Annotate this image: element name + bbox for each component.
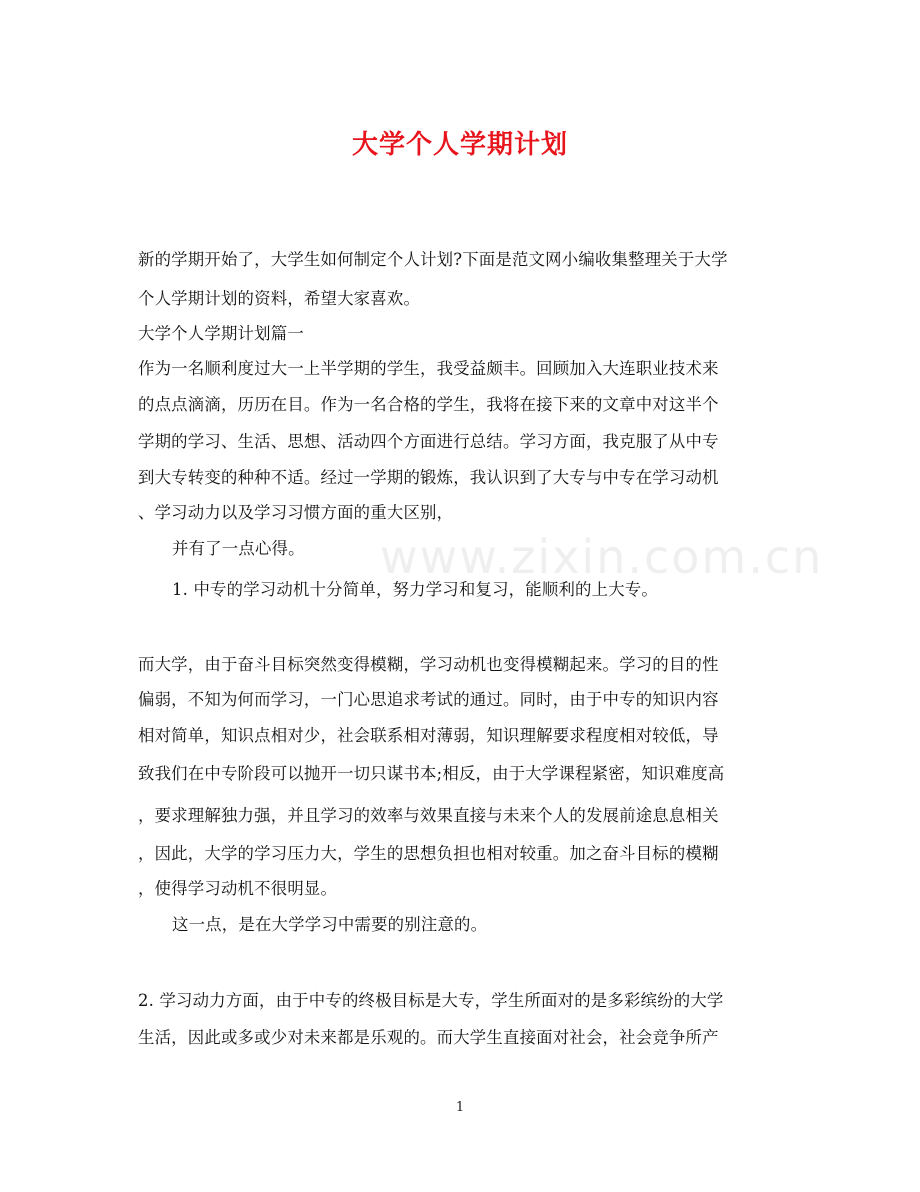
- paragraph-line: 新的学期开始了，大学生如何制定个人计划?下面是范文网小编收集整理关于大学: [138, 250, 728, 269]
- paragraph-line: 而大学，由于奋斗目标突然变得模糊，学习动机也变得模糊起来。学习的目的性: [138, 655, 719, 674]
- paragraph-line: 并有了一点心得。: [172, 539, 305, 558]
- paragraph-line: 的点点滴滴，历历在目。作为一名合格的学生，我将在接下来的文章中对这半个: [138, 395, 719, 414]
- paragraph-line: 个人学期计划的资料，希望大家喜欢。: [138, 289, 421, 308]
- paragraph-line: 偏弱，不知为何而学习，一门心思追求考试的通过。同时，由于中专的知识内容: [138, 690, 719, 709]
- paragraph-line: 到大专转变的种种不适。经过一学期的锻炼，我认识到了大专与中专在学习动机: [138, 468, 719, 487]
- paragraph-line: ，因此，大学的学习压力大，学生的思想负担也相对较重。加之奋斗目标的模糊: [138, 844, 719, 863]
- list-item: 2. 学习动力方面，由于中专的终极目标是大专，学生所面对的是多彩缤纷的大学: [138, 991, 724, 1010]
- section-heading: 大学个人学期计划篇一: [138, 324, 304, 343]
- watermark: www.zixin.com.cn: [380, 530, 824, 584]
- paragraph-line: 生活，因此或多或少对未来都是乐观的。而大学生直接面对社会，社会竞争所产: [138, 1028, 719, 1047]
- list-item: 1. 中专的学习动机十分简单，努力学习和复习，能顺利的上大专。: [172, 580, 658, 599]
- paragraph-line: 这一点，是在大学学习中需要的别注意的。: [172, 915, 488, 934]
- paragraph-line: ，要求理解独力强，并且学习的效率与效果直接与未来个人的发展前途息息相关: [138, 806, 719, 825]
- document-title: 大学个人学期计划: [351, 130, 568, 160]
- page-number: 1: [455, 1100, 465, 1115]
- paragraph-line: 、学习动力以及学习习惯方面的重大区别，: [138, 503, 454, 522]
- paragraph-line: 相对简单，知识点相对少，社会联系相对薄弱，知识理解要求程度相对较低，导: [138, 726, 719, 745]
- paragraph-line: 学期的学习、生活、思想、活动四个方面进行总结。学习方面，我克服了从中专: [138, 432, 719, 451]
- paragraph-line: 作为一名顺利度过大一上半学期的学生，我受益颇丰。回顾加入大连职业技术来: [138, 359, 719, 378]
- paragraph-line: 致我们在中专阶段可以抛开一切只谋书本;相反，由于大学课程紧密，知识难度高: [138, 764, 725, 783]
- paragraph-line: ，使得学习动机不很明显。: [138, 879, 338, 898]
